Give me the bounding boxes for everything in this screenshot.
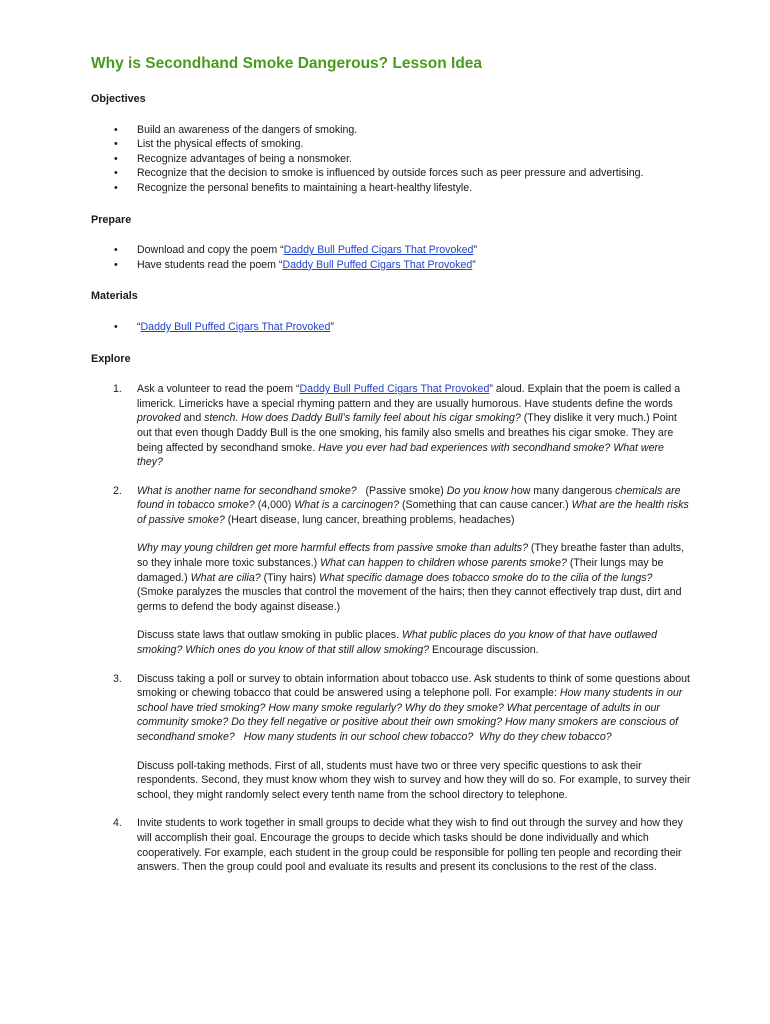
prepare-heading: Prepare [91, 213, 132, 226]
step-3: 3. Discuss taking a poll or survey to obtain information about tobacco use. Ask students to think of some questions about smoking or chewing tobacco that could be answered using a telephone poll. For example: How many students in our school have tried smoking? How many smoke regularly? Why do they smoke? What percentage of adults in our community smoke? Do they fell negative or positive about their own smoking? How many smokers are conscious of secondhand smoke? How many students in our school chew tobacco? Why do they chew tobacco? Discuss poll-taking methods. First of all, students must have two or three very specific questions to ask their respondents. Second, they must know whom they wish to survey and how they will do so. For example, to survey their school, they might randomly select every tenth name from the school directory to telephone. [113, 672, 691, 801]
bullet-icon: • [114, 181, 118, 194]
list-item: • Recognize that the decision to smoke is influenced by outside forces such as peer pressure and advertising. [114, 167, 644, 180]
explore-steps [91, 382, 691, 875]
list-item: • List the physical effects of smoking. [114, 138, 304, 151]
step-number: 3. [113, 672, 122, 685]
list-item: • “Daddy Bull Puffed Cigars That Provoked” [114, 320, 334, 333]
bullet-icon: • [114, 152, 118, 165]
explore-heading: Explore [91, 352, 131, 365]
materials-heading: Materials [91, 290, 138, 303]
list-item: • Download and copy the poem “Daddy Bull Puffed Cigars That Provoked” [114, 244, 477, 257]
step-4: 4. Invite students to work together in small groups to decide what they wish to find out through the survey and how they will accomplish their goal. Encourage the groups to decide which tasks should be done individually and which cooperatively. For example, each student in the group could be responsible for polling ten people and recording their answers. Then the group could pool and evaluate its results and present its conclusions to the rest of the class. [113, 817, 683, 874]
poem-link[interactable]: Daddy Bull Puffed Cigars That Provoked [140, 320, 331, 333]
step-1: 1. Ask a volunteer to read the poem “Daddy Bull Puffed Cigars That Provoked” aloud. Explain that the poem is called a limerick. Limericks have a special rhyming pattern and they are usually humorous. Have students define the words provoked and stench. How does Daddy Bull’s family feel about his cigar smoking? (They dislike it very much.) Point out that even though Daddy Bull is the one smoking, his family also smells and breathes his cigar smoke. They are being affected by secondhand smoke. Have you ever had bad experiences with secondhand smoke? What were they? [113, 383, 681, 469]
list-item: • Recognize advantages of being a nonsmoker. [114, 152, 352, 165]
lesson-document [91, 54, 691, 889]
list-item: • Build an awareness of the dangers of smoking. [114, 123, 358, 136]
step-number: 1. [113, 383, 122, 396]
step-2: 2. What is another name for secondhand smoke? (Passive smoke) Do you know how many dangerous chemicals are found in tobacco smoke? (4,000) What is a carcinogen? (Something that can cause cancer.) What are the health risks of passive smoke? (Heart disease, lung cancer, breathing problems, headaches) Why may young children get more harmful effects from passive smoke than adults? (They breathe faster than adults, so they inhale more toxic substances.) What can happen to children whose parents smoke? (Their lungs may be damaged.) What are cilia? (Tiny hairs) What specific damage does tobacco smoke do to the cilia of the lungs? (Smoke paralyzes the muscles that control the movement of the hairs; then they cannot effectively trap dust, dirt and germs to defend the body against disease.) Discuss state laws that outlaw smoking in public places. What public places do you know of that have outlawed smoking? Which ones do you know of that still allow smoking? Encourage discussion. [113, 484, 689, 657]
step-number: 4. [113, 817, 122, 830]
poem-link[interactable]: Daddy Bull Puffed Cigars That Provoked [283, 244, 474, 257]
objectives-heading: Objectives [91, 93, 146, 105]
poem-link[interactable]: Daddy Bull Puffed Cigars That Provoked [282, 258, 473, 271]
bullet-icon: • [114, 258, 118, 271]
bullet-icon: • [114, 167, 118, 180]
prepare-list [91, 243, 691, 272]
bullet-icon: • [114, 244, 118, 257]
bullet-icon: • [114, 320, 118, 333]
objectives-list [91, 123, 691, 196]
list-item: • Recognize the personal benefits to maintaining a heart-healthy lifestyle. [114, 181, 473, 194]
step-number: 2. [113, 484, 122, 497]
bullet-icon: • [114, 138, 118, 151]
bullet-icon: • [114, 123, 118, 136]
poem-link[interactable]: Daddy Bull Puffed Cigars That Provoked [299, 383, 490, 396]
materials-list [91, 320, 691, 335]
list-item: • Have students read the poem “Daddy Bull Puffed Cigars That Provoked” [114, 258, 476, 271]
page-title: Why is Secondhand Smoke Dangerous? Lesson Idea [91, 55, 483, 72]
